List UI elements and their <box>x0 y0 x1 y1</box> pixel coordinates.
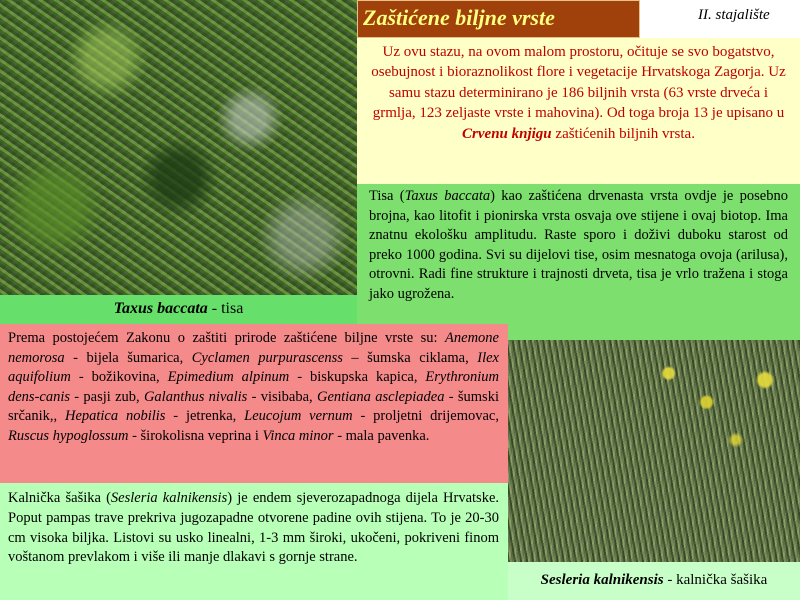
species-common-name: - visibaba, <box>247 388 317 405</box>
species-common-name: - šumski srčanik,, <box>8 388 499 425</box>
intro-panel <box>357 38 800 184</box>
yew-caption-common: - tisa <box>207 300 244 317</box>
grass-caption-common: - kalnička šašika <box>663 572 768 588</box>
species-latin-name: Epimedium alpinum <box>167 369 290 386</box>
species-common-name: - biskupska kapica, <box>289 369 426 386</box>
grass-photo <box>508 340 800 562</box>
species-latin-name: Erythronium dens-canis <box>8 369 499 405</box>
intro-text-end: zaštićenih biljnih vrsta. <box>551 125 695 142</box>
protected-species-panel <box>0 324 508 483</box>
intro-text: Uz ovu stazu, na ovom malom prostoru, očituje se svo bogatstvo, osebujnost i bioraznolikost flore i vegetacije Hrvatskoga Zagorja. Uz samu stazu determinirano je 186 biljnih vrsta (63 vrste drveća i grmlja, 123 zeljaste vrste i mahovina). Od toga broja 13 je upisano u <box>371 44 786 122</box>
species-common-name: – šumska ciklama, <box>342 349 478 366</box>
page-title: Zaštićene biljne vrste <box>363 5 555 30</box>
yew-latin-name: Taxus baccata <box>404 188 491 204</box>
yew-caption-latin: Taxus baccata <box>113 300 208 317</box>
species-latin-name: Leucojum vernum <box>244 408 353 425</box>
station-label: II. stajalište <box>698 7 770 23</box>
yew-caption <box>0 295 357 324</box>
red-book-text: Crvenu knjigu <box>462 125 552 142</box>
species-latin-name: Cyclamen purpurascenss <box>191 349 343 366</box>
species-common-name: - proljetni drijemovac, <box>352 408 499 425</box>
species-latin-name: Hepatica nobilis <box>64 408 166 425</box>
endemic-text-body: ) je endem sjeverozapadnoga dijela Hrvatske. Poput pampas trave prekriva jugozapadne otvorene padine ovih stijena. To je 20-30 cm visoka biljka. Listovi su usko linealni, 1-3 mm široki, ukočeni, pokriveni finom voštanom prevlakom i više ili manje dlakavi s gornje strane. <box>8 490 499 566</box>
grass-caption <box>508 562 800 600</box>
yew-photo <box>0 0 357 296</box>
species-common-name: - mala pavenka. <box>333 427 430 444</box>
grass-caption-latin: Sesleria kalnikensis <box>540 572 664 588</box>
yew-text-body: ) kao zaštićena drvenasta vrsta ovdje je posebno brojna, kao litofit i pionirska vrsta osvaja ove stijene i ovaj biotop. Ima znatnu ekološku amplitudu. Raste sporo i doživi duboku starost od preko 1000 godina. Svi su dijelovi tise, osim mesnatoga ovoja (arilusa), otrovni. Radi fine strukture i trajnosti drveta, tisa je vrlo tražena i stoga jako ugrožena. <box>369 188 788 302</box>
species-latin-name: Gentiana asclepiadea <box>316 388 445 405</box>
species-list <box>8 330 499 444</box>
species-common-name: - jetrenka, <box>165 408 245 425</box>
species-latin-name: Ruscus hypoglossum <box>8 427 129 444</box>
endemic-latin-name: Sesleria kalnikensis <box>110 490 228 506</box>
species-common-name: - pasji zub, <box>70 388 144 405</box>
endemic-panel <box>0 483 508 600</box>
yew-text-start: Tisa ( <box>369 188 405 204</box>
endemic-text-start: Kalnička šašika ( <box>8 490 111 506</box>
protected-intro: Prema postojećem Zakonu o zaštiti prirode zaštićene biljne vrste su: <box>8 330 446 346</box>
species-common-name: - božikovina, <box>70 369 168 386</box>
species-latin-name: Anemone nemorosa <box>8 330 499 366</box>
species-latin-name: Vinca minor <box>262 427 334 444</box>
species-common-name: - širokolisna veprina i <box>128 427 263 444</box>
species-latin-name: Ilex aquifolium <box>8 349 499 386</box>
species-latin-name: Galanthus nivalis <box>143 388 248 405</box>
species-common-name: - bijela šumarica, <box>64 349 192 366</box>
yew-description-panel <box>357 184 800 340</box>
